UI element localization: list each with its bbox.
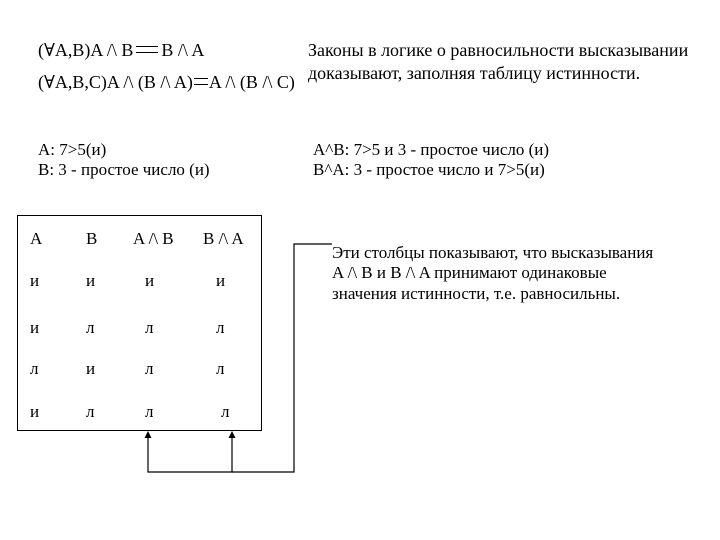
law-2-left: (∀A,B,C)A /\ (B /\ A) [38, 72, 193, 92]
law-1-right: B /\ A [161, 40, 205, 60]
table-cell: и [86, 271, 96, 290]
table-header-b: B [86, 229, 98, 248]
table-cell: и [30, 271, 40, 290]
statement-ab: A^B: 7>5 и 3 - простое число (и) [313, 140, 550, 159]
table-cell: л [221, 402, 230, 421]
statement-ba: B^A: 3 - простое число и 7>5(и) [313, 160, 545, 179]
intro-line-1: Законы в логике о равносильности высказывании [308, 40, 689, 60]
note-line-1: Эти столбцы показывают, что высказывания [332, 243, 654, 262]
law-1-left: (∀A,B)A /\ B [38, 40, 134, 60]
note-line-2: A /\ B и B /\ A принимают одинаковые [332, 263, 607, 282]
note-line-3: значения истинности, т.е. равносильны. [332, 284, 621, 303]
connector-line [148, 436, 232, 472]
table-cell: и [30, 318, 40, 337]
table-cell: и [145, 271, 155, 290]
statement-a: A: 7>5(и) [38, 140, 107, 159]
table-cell: л [145, 318, 154, 337]
table-cell: л [86, 402, 95, 421]
table-cell: и [30, 402, 40, 421]
arrow-head-icon [145, 431, 152, 438]
table-cell: л [216, 318, 225, 337]
table-header-a-and-b: A /\ B [133, 229, 174, 248]
connector-line [232, 244, 332, 472]
table-cell: и [86, 359, 96, 378]
table-cell: л [216, 359, 225, 378]
table-header-b-and-a: B /\ A [203, 229, 244, 248]
intro-line-2: доказывают, заполняя таблицу истинности. [308, 63, 641, 83]
table-header-a: A [30, 229, 43, 248]
law-2-right: A /\ (B /\ C) [208, 72, 295, 92]
table-cell: л [30, 359, 39, 378]
table-cell: и [216, 271, 226, 290]
table-cell: л [86, 318, 95, 337]
arrow-head-icon [229, 431, 236, 438]
table-cell: л [145, 402, 154, 421]
table-cell: л [145, 359, 154, 378]
statement-b: B: 3 - простое число (и) [38, 160, 210, 179]
